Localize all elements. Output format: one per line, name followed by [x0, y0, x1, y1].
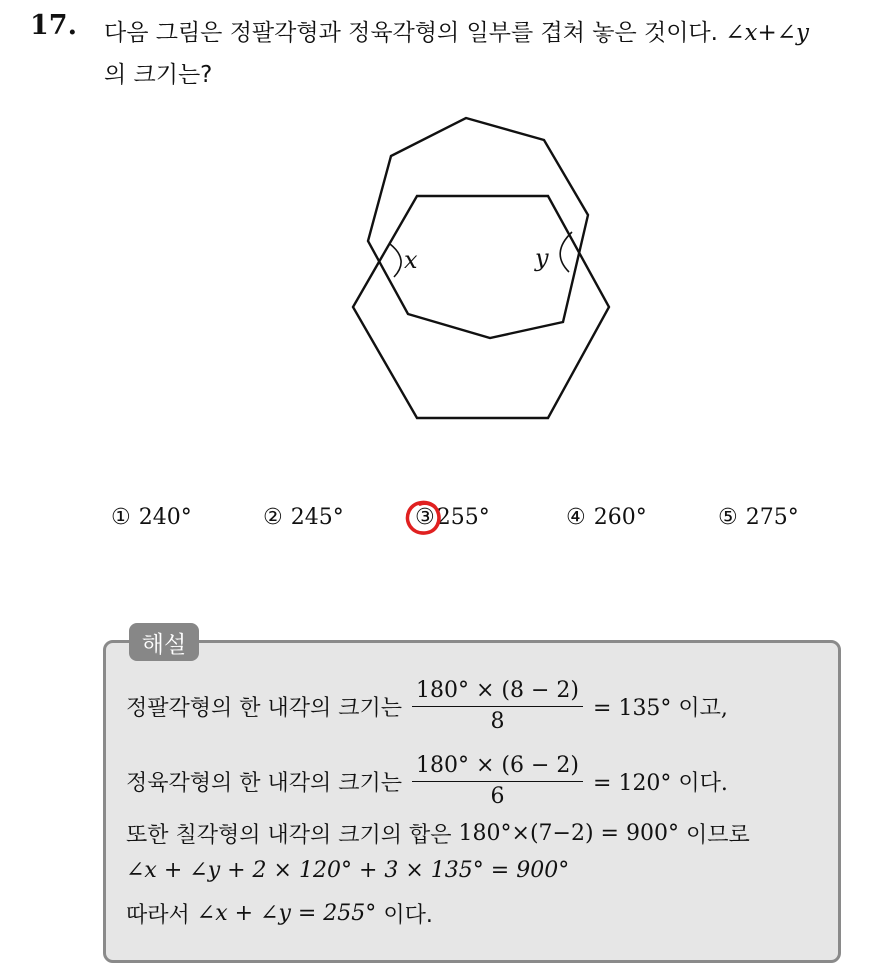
- fraction-octagon-denominator: 8: [490, 709, 505, 734]
- solution-line-3-text: 또한 칠각형의 내각의 크기의 합은: [126, 823, 452, 848]
- solution-line-2-text: 정육각형의 한 내각의 크기는: [126, 771, 403, 796]
- solution-line-4-math: ∠x + ∠y + 2 × 120° + 3 × 135° = 900°: [126, 858, 570, 883]
- fraction-octagon-numerator: 180° × (8 − 2): [412, 676, 583, 707]
- choice-4-number: ④: [566, 505, 586, 530]
- question-stem: 다음 그림은 정팔각형과 정육각형의 일부를 겹쳐 놓은 것이다.: [104, 20, 718, 46]
- question-text-line2: 의 크기는?: [104, 62, 213, 88]
- solution-line-5-end: 이다.: [383, 903, 433, 928]
- solution-line-3-end: 이므로: [685, 823, 750, 848]
- angle-x-label: x: [404, 246, 418, 274]
- solution-line-2: [126, 751, 728, 812]
- fraction-hexagon: [412, 751, 583, 812]
- solution-line-5-math: ∠x + ∠y = 255°: [196, 901, 377, 926]
- solution-line-3: [126, 818, 750, 849]
- solution-line-3-math: 180°×(7−2) = 900°: [458, 821, 679, 846]
- solution-line-1-result: = 135° 이고,: [593, 696, 728, 721]
- choice-4-value: 260°: [593, 505, 647, 530]
- hexagon-shape: [353, 196, 609, 418]
- choice-1-number: ①: [111, 505, 131, 530]
- solution-line-1-text: 정팔각형의 한 내각의 크기는: [126, 696, 403, 721]
- choice-5-number: ⑤: [718, 505, 738, 530]
- choice-3-number: ③: [415, 505, 435, 530]
- choice-5-value: 275°: [745, 505, 799, 530]
- choice-2-value: 245°: [290, 505, 344, 530]
- angle-y-label: y: [535, 244, 549, 272]
- angle-x-arc: [390, 244, 401, 277]
- question-number: 17.: [30, 10, 77, 41]
- choice-1[interactable]: [111, 505, 192, 530]
- answer-circle-mark: [404, 498, 444, 538]
- solution-line-4: [126, 858, 569, 883]
- choice-3-value: 255°: [436, 505, 490, 530]
- choice-2-number: ②: [263, 505, 283, 530]
- fraction-octagon: [412, 676, 583, 737]
- choice-2[interactable]: [263, 505, 344, 530]
- solution-tag: 해설: [129, 623, 199, 661]
- fraction-hexagon-numerator: 180° × (6 − 2): [412, 751, 583, 782]
- solution-line-2-result: = 120° 이다.: [593, 771, 728, 796]
- choice-1-value: 240°: [138, 505, 192, 530]
- solution-line-1: [126, 676, 728, 737]
- octagon-shape: [368, 118, 588, 338]
- solution-line-5-text: 따라서: [126, 903, 190, 928]
- fraction-hexagon-denominator: 6: [490, 784, 505, 809]
- choice-4[interactable]: [566, 505, 647, 530]
- solution-line-5: [126, 898, 433, 929]
- choice-5[interactable]: [718, 505, 799, 530]
- question-expression: ∠x+∠y: [725, 20, 810, 46]
